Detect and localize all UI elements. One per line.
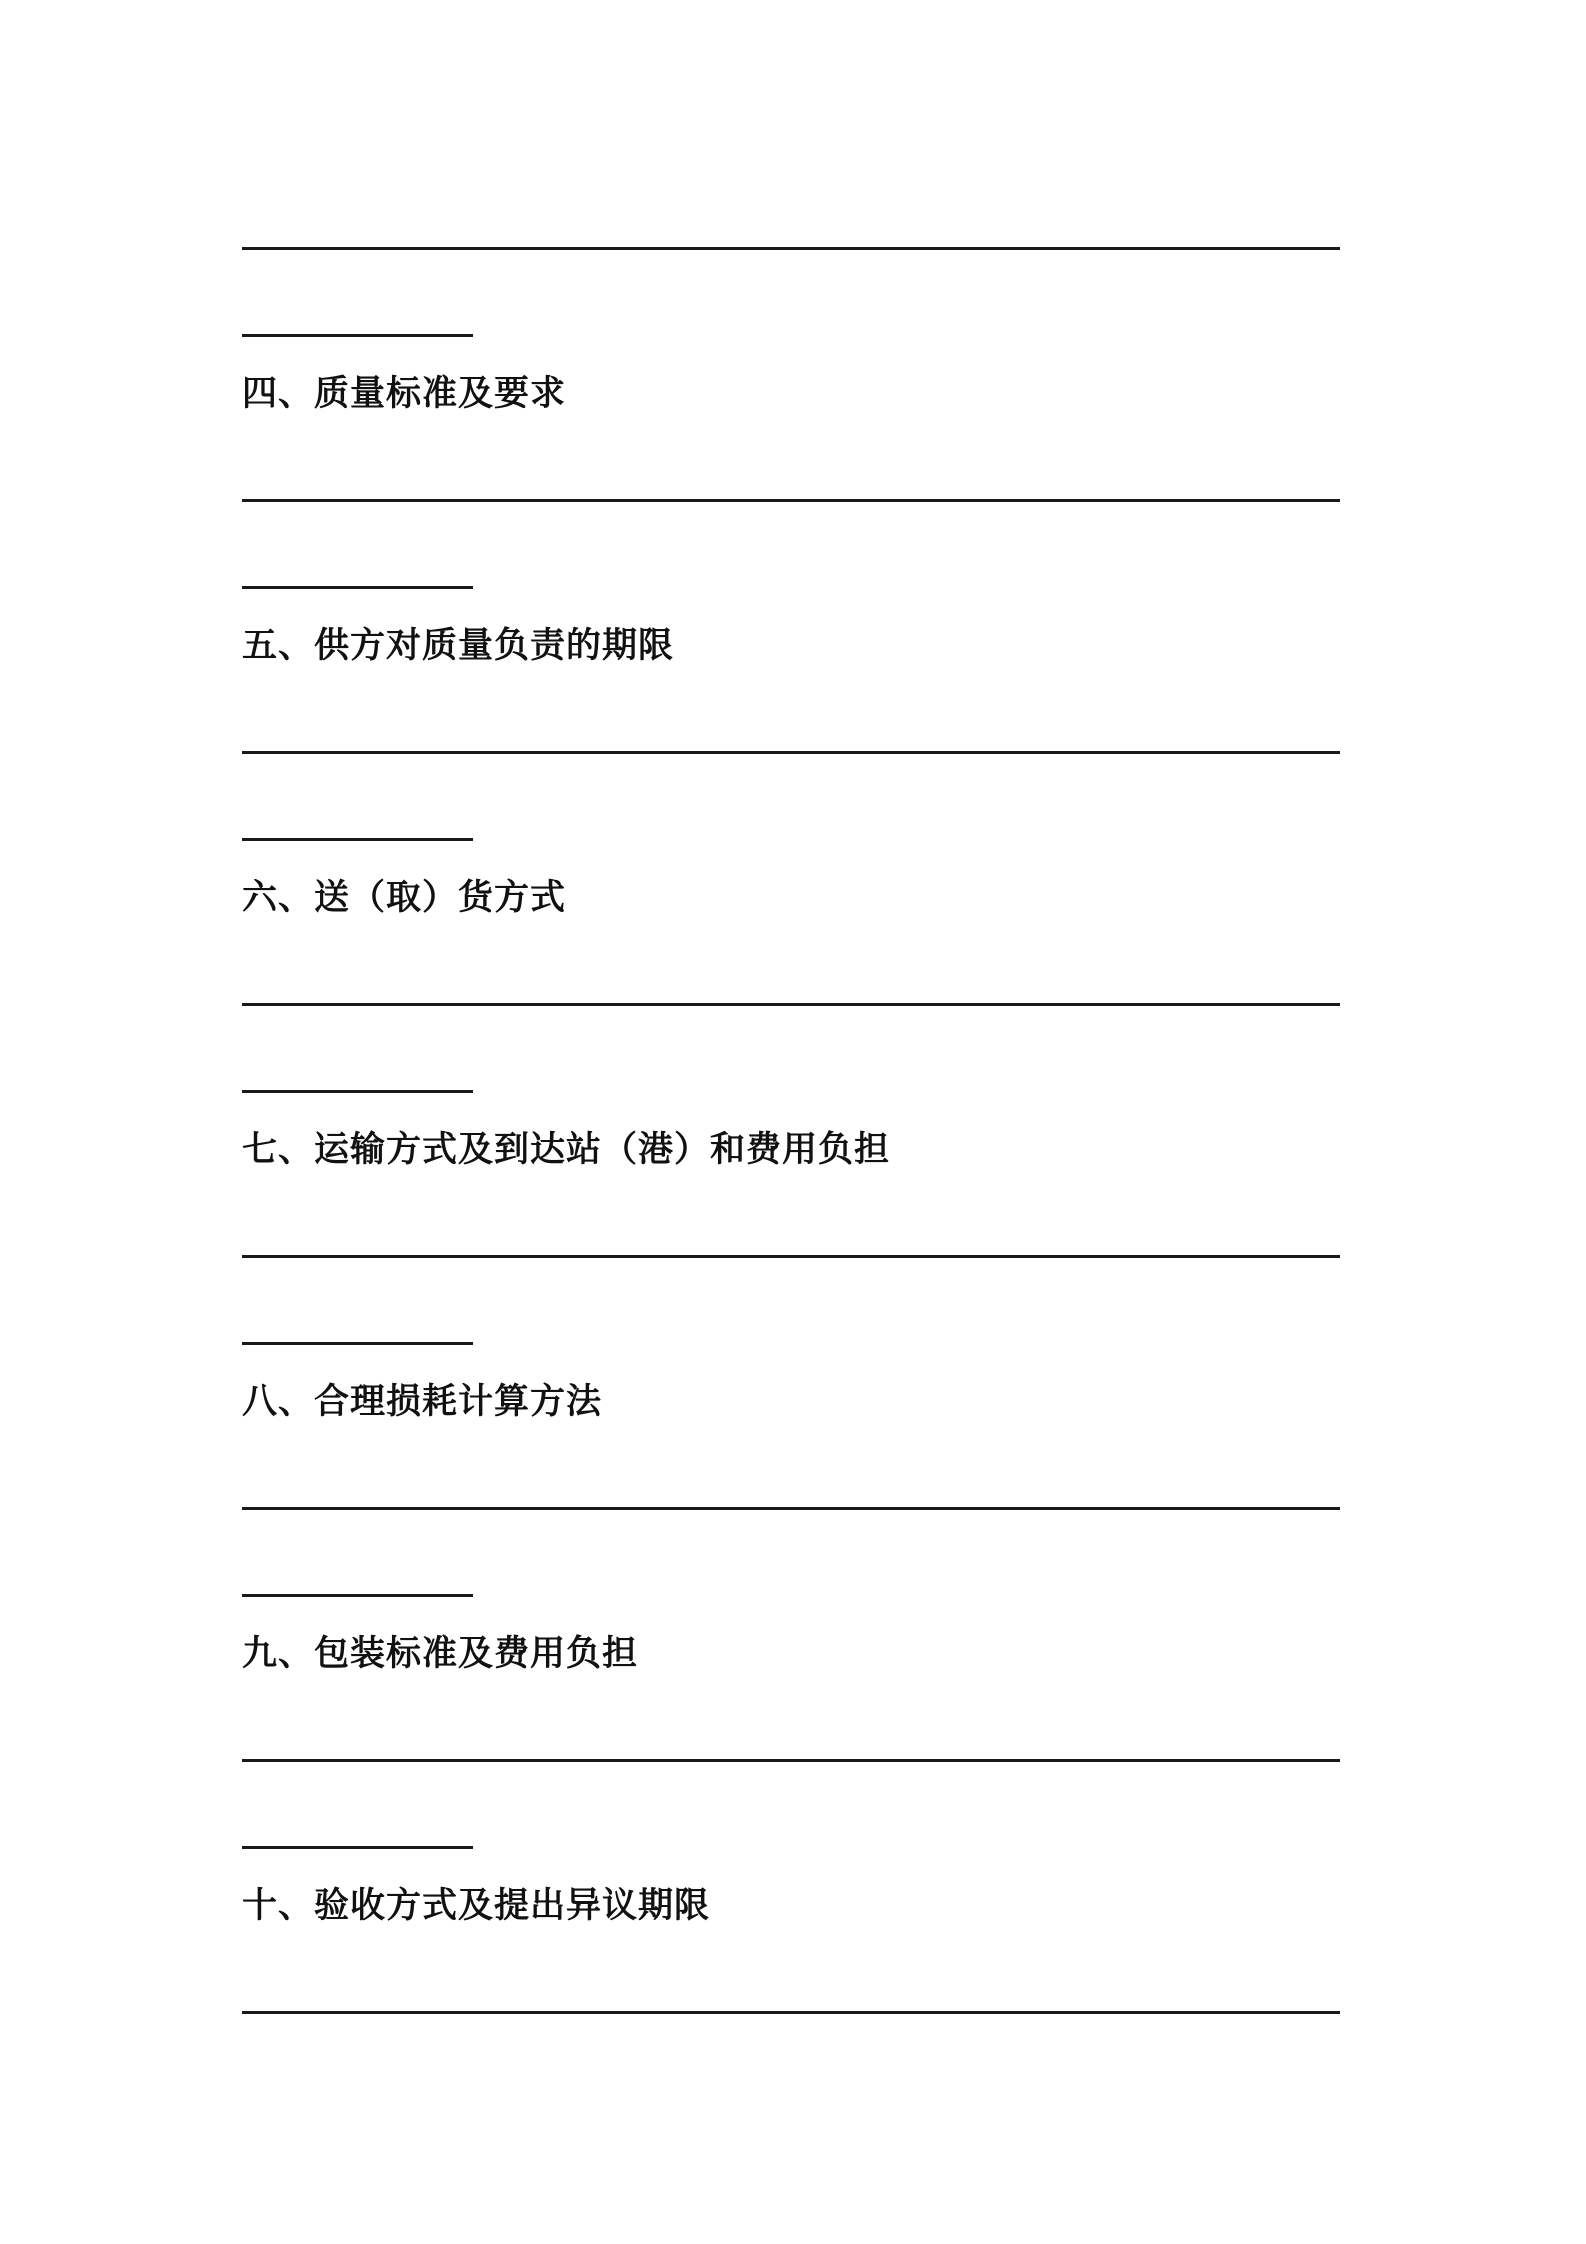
blank-line [242,247,1340,250]
section-heading-10: 十、验收方式及提出异议期限 [242,1886,711,1926]
blank-line-continued [242,838,473,841]
blank-line-continued [242,1594,473,1597]
blank-line-continued [242,1090,473,1093]
blank-line [242,751,1340,754]
blank-line [242,2011,1340,2014]
blank-line [242,1003,1340,1006]
section-heading-7: 七、运输方式及到达站（港）和费用负担 [242,1130,891,1170]
blank-line [242,1759,1340,1762]
blank-line-continued [242,586,473,589]
blank-line [242,1507,1340,1510]
blank-line [242,499,1340,502]
blank-line-continued [242,1342,473,1345]
section-heading-4: 四、质量标准及要求 [242,374,567,414]
section-heading-6: 六、送（取）货方式 [242,878,567,918]
blank-line [242,1255,1340,1258]
section-heading-5: 五、供方对质量负责的期限 [242,626,675,666]
blank-line-continued [242,334,473,337]
section-heading-8: 八、合理损耗计算方法 [242,1382,603,1422]
blank-line-continued [242,1846,473,1849]
section-heading-9: 九、包装标准及费用负担 [242,1634,639,1674]
